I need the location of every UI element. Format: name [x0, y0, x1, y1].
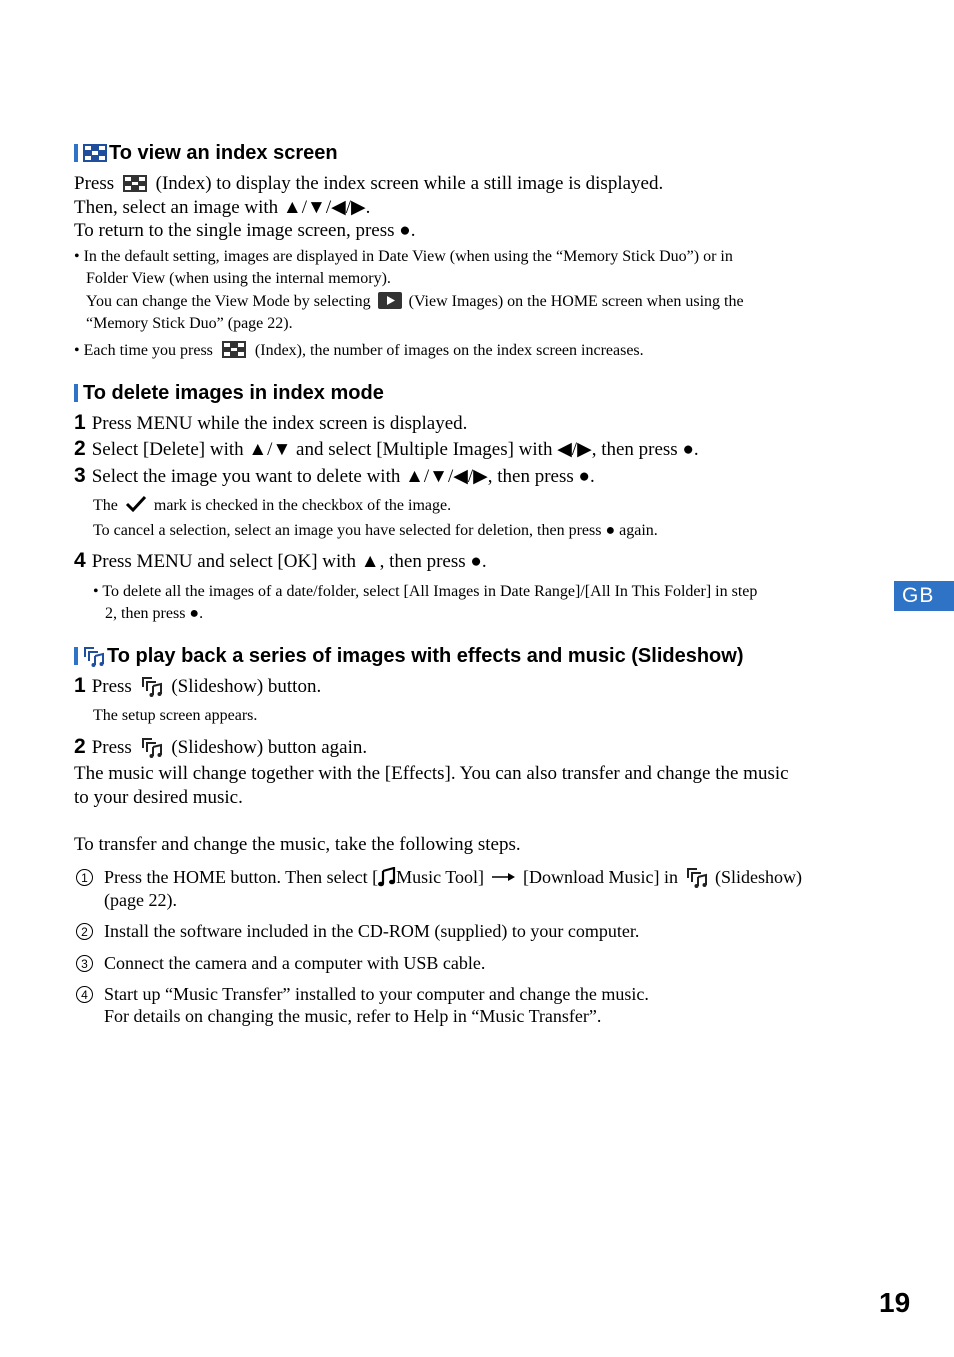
step-item — [74, 735, 367, 760]
text: • Each time you press — [74, 342, 213, 359]
section-heading-index-screen — [74, 141, 338, 165]
note-line: “Memory Stick Duo” (page 22). — [86, 315, 293, 332]
paragraph-line: To transfer and change the music, take the following steps. — [74, 834, 521, 855]
list-item: Install the software included in the CD-ROM (supplied) to your computer. — [104, 921, 640, 941]
text: [Download Music] in — [523, 867, 679, 887]
arrow-right-icon — [492, 871, 516, 883]
list-item-line: For details on changing the music, refer to Help in “Music Transfer”. — [104, 1006, 602, 1026]
paragraph-line: Then, select an image with ▲/▼/◀/▶. — [74, 197, 371, 218]
heading-bar — [74, 647, 78, 665]
slideshow-icon — [686, 866, 708, 888]
step-number: 2 — [74, 437, 86, 460]
slideshow-icon — [141, 675, 163, 697]
list-number: 4 — [76, 986, 93, 1004]
text: (Slideshow) button again. — [171, 737, 368, 758]
section-title: To delete images in index mode — [83, 382, 384, 404]
text: Music Tool] — [396, 867, 485, 887]
section-heading-delete — [74, 381, 384, 405]
step-item — [74, 549, 487, 574]
list-number: 2 — [76, 923, 93, 941]
index-icon — [222, 341, 246, 358]
list-number: 1 — [76, 869, 93, 887]
text: The — [93, 497, 118, 514]
step-sub-line: To cancel a selection, select an image you have selected for deletion, then press ● again. — [93, 522, 658, 539]
step-number: 1 — [74, 411, 86, 434]
text: You can change the View Mode by selecting — [86, 293, 371, 310]
text: Press — [91, 676, 132, 697]
index-icon — [83, 144, 107, 162]
text: (Index) to display the index screen while a still image is displayed. — [155, 173, 664, 194]
note-line: • To delete all the images of a date/folder, select [All Images in Date Range]/[All In This Folder] in step — [93, 583, 758, 600]
text: Press — [91, 737, 132, 758]
step-text: Select [Delete] with ▲/▼ and select [Multiple Images] with ◀/▶, then press ●. — [91, 439, 699, 460]
heading-bar — [74, 384, 78, 402]
list-item — [104, 866, 802, 889]
paragraph-line: To return to the single image screen, press ●. — [74, 220, 416, 241]
list-number: 3 — [76, 955, 93, 973]
view-images-icon — [378, 292, 402, 309]
note-line: 2, then press ●. — [105, 605, 204, 622]
text: (Index), the number of images on the index screen increases. — [254, 342, 644, 359]
list-item: Start up “Music Transfer” installed to your computer and change the music. — [104, 984, 649, 1004]
list-item: Connect the camera and a computer with USB cable. — [104, 953, 486, 973]
language-tab: GB — [894, 581, 954, 611]
text: Press — [74, 173, 115, 194]
checkmark-icon — [125, 495, 147, 513]
note-line — [74, 340, 644, 363]
music-note-icon — [378, 867, 396, 887]
heading-bar — [74, 144, 78, 162]
slideshow-icon — [141, 736, 163, 758]
text: mark is checked in the checkbox of the image. — [153, 497, 452, 514]
step-number: 4 — [74, 549, 86, 572]
step-number: 1 — [74, 674, 86, 697]
text: (Slideshow) — [715, 867, 803, 887]
note-line: Folder View (when using the internal memory). — [86, 270, 391, 287]
step-number: 3 — [74, 464, 86, 487]
list-item-line: (page 22). — [104, 890, 177, 910]
step-item — [74, 464, 595, 489]
section-title: To play back a series of images with effects and music (Slideshow) — [107, 645, 744, 667]
page-number: 19 — [879, 1287, 911, 1318]
index-icon — [123, 175, 147, 192]
text: (View Images) on the HOME screen when using the — [408, 293, 744, 310]
step-text: Press MENU while the index screen is displayed. — [91, 413, 468, 434]
paragraph-line: to your desired music. — [74, 787, 243, 808]
step-text: Select the image you want to delete with ▲/▼/◀/▶, then press ●. — [91, 466, 595, 487]
note-line — [86, 291, 744, 314]
text: Press the HOME button. Then select [ — [104, 867, 379, 887]
note-line: • In the default setting, images are displayed in Date View (when using the “Memory Stick Duo”) or in — [74, 248, 733, 265]
step-number: 2 — [74, 735, 86, 758]
paragraph-line — [74, 172, 663, 196]
step-text: Press MENU and select [OK] with ▲, then press ●. — [91, 551, 487, 572]
section-heading-slideshow — [74, 644, 743, 668]
step-sub-line — [93, 495, 451, 518]
section-title: To view an index screen — [109, 142, 338, 164]
slideshow-icon — [83, 645, 105, 667]
step-item — [74, 411, 467, 436]
paragraph-line: The music will change together with the [Effects]. You can also transfer and change the music — [74, 763, 789, 784]
text: (Slideshow) button. — [171, 676, 322, 697]
step-item — [74, 437, 699, 462]
step-item — [74, 674, 321, 699]
step-sub-line: The setup screen appears. — [93, 707, 258, 724]
